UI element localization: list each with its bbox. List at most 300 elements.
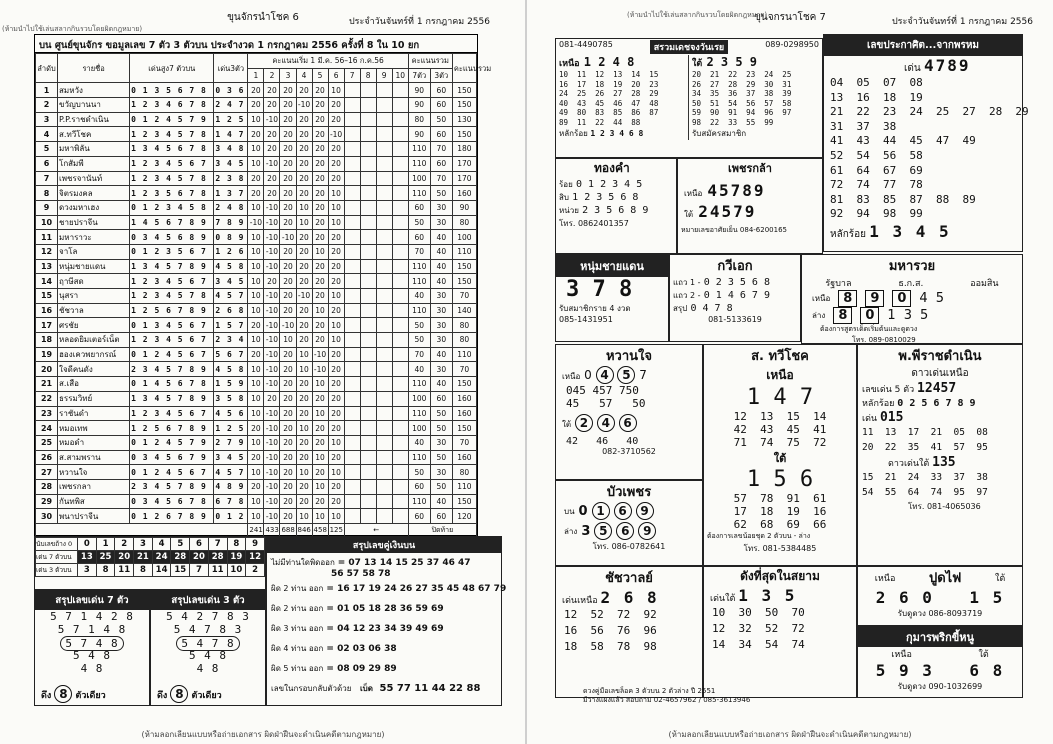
row-d7: 1 2 3 4 5 6 7 [130,333,214,348]
table-row [36,494,477,509]
row-score: 20 [328,391,344,406]
row-score: 20 [248,450,264,465]
thawichok-subtitle: เหนือ [766,368,794,382]
summary-line-label: ผิด 2 ท่าน ออก [271,604,324,613]
row-score [344,274,360,289]
row-name: ธรรมวิทย์ [58,391,130,406]
grid-count7: 28 [208,551,227,564]
table-row [36,215,477,230]
row-r3: 40 [430,494,452,509]
row-r7: 100 [408,421,430,436]
maharuay-up-label: เหนือ [812,294,831,303]
sum7-r3: 5 7 4 8 [60,636,123,651]
kriek-phone: 081-5133619 [708,315,762,324]
row-score: 20 [312,186,328,201]
row-score: 20 [312,215,328,230]
row-total: 100 [452,230,476,245]
table-row [36,377,477,392]
table-row [36,156,477,171]
wanjai-down-label: ใต้ [562,420,572,429]
row-score: 20 [280,465,296,480]
left-page [0,0,526,744]
row-score: -10 [264,112,280,127]
row-name: มหาพิลัน [58,142,130,157]
row-total: 80 [452,318,476,333]
row-no: 5 [36,142,58,157]
sum7-stick-num: 8 [54,685,72,703]
row-score [392,318,408,333]
row-r7: 60 [408,509,430,524]
header-no: ลำดับ [36,54,58,83]
row-score: -10 [264,406,280,421]
row-score: 10 [328,509,344,524]
row-d3: 4 5 8 [214,362,248,377]
row-total: 150 [452,494,476,509]
row-score: -10 [264,200,280,215]
top-lower-label: ใต้ [692,59,703,69]
rajdamnoen-row: 11 13 17 21 05 08 [862,427,988,438]
row-total: 160 [452,406,476,421]
row-score [360,259,376,274]
right-header-title: ขุนจกรนาโชค 7 [754,12,826,23]
row-total: 160 [452,391,476,406]
row-score [360,333,376,348]
row-score: 10 [248,362,264,377]
top-right-row: 26 27 28 29 30 31 [692,79,792,89]
row-name: หมอดำ [58,435,130,450]
row-score: 10 [312,244,328,259]
top-right-rows [692,70,822,127]
dangsud-row: 12 32 52 72 [712,622,805,635]
chatchawal-label: เด่นเหนือ [562,596,598,606]
rajdamnoen-l4: 135 [932,455,956,470]
col-sum: 125 [328,524,344,538]
row-total: 140 [452,303,476,318]
row-name: ชัชวาล [58,303,130,318]
table-row [36,347,477,362]
row-score [376,318,392,333]
row-d7: 0 1 2 4 5 6 7 [130,465,214,480]
row-score [392,259,408,274]
row-score: 20 [280,142,296,157]
sum3-r4: 5 4 8 [188,649,228,662]
maharuay-down-row [802,307,1022,324]
row-score [344,465,360,480]
row-score: -10 [312,362,328,377]
row-score: 20 [280,391,296,406]
row-no: 18 [36,333,58,348]
row-score: 10 [328,200,344,215]
dangsud-main: 1 3 5 [738,586,797,605]
row-d7: 1 2 3 5 6 7 8 [130,186,214,201]
row-score [376,509,392,524]
row-score [376,391,392,406]
row-total: 150 [452,421,476,436]
top-phone-right: 089-0298950 [765,40,819,49]
row-score: 20 [296,171,312,186]
row-name: ส.สามพราน [58,450,130,465]
row-score [360,230,376,245]
row-r7: 60 [408,479,430,494]
row-score [392,171,408,186]
row-score: 20 [280,215,296,230]
row-score [360,127,376,142]
row-score: 20 [296,494,312,509]
row-d3: 0 1 2 [214,509,248,524]
top-phone-left: 081-4490785 [559,40,613,49]
row-score: -10 [264,435,280,450]
row-score [392,98,408,113]
pair-summary [266,536,507,706]
row-score: 10 [248,274,264,289]
row-score: -10 [264,465,280,480]
thawichok-phone: โทร. 081-5384485 [743,544,817,553]
row-score: 20 [280,98,296,113]
row-total: 150 [452,98,476,113]
row-total: 150 [452,83,476,98]
row-score [376,230,392,245]
kuman-title: กุมารพริกขี้หนู [858,627,1022,647]
top-right-row: 34 35 36 37 38 39 [692,89,792,98]
row-score: 10 [296,421,312,436]
kriek-title: กวีเอก [717,259,753,274]
row-score [360,479,376,494]
row-score: 20 [280,347,296,362]
row-score: 10 [248,156,264,171]
grid-digit: 0 [78,538,97,551]
row-d7: 0 1 2 4 5 7 9 [130,435,214,450]
row-score: 20 [296,127,312,142]
row-no: 11 [36,230,58,245]
top-left-row: 16 17 18 19 20 23 [559,79,659,89]
row-r3: 40 [430,377,452,392]
row-r3: 40 [430,230,452,245]
row-score [344,391,360,406]
row-score [376,406,392,421]
top-left-rows [559,70,688,127]
table-row [36,98,477,113]
summary-line-values: = 02 03 06 38 [323,644,397,654]
row-score [392,435,408,450]
col-sum: 241 [248,524,264,538]
kuman-box [857,626,1023,698]
row-score: 20 [280,259,296,274]
row-score [376,186,392,201]
table-row [36,274,477,289]
chaidaen-phone: 085-1431951 [559,315,613,324]
col-sum: 688 [280,524,296,538]
row-name: ใจดีคนดัง [58,362,130,377]
row-score: 10 [248,509,264,524]
row-score: -10 [264,318,280,333]
ekprakat-row: 31 37 38 [830,119,897,133]
top-left-row: 24 25 26 27 28 29 [559,89,659,98]
row-score [344,244,360,259]
row-score: -10 [264,215,280,230]
ekprakat-row: 92 94 98 99 [830,207,923,221]
row-score [376,215,392,230]
grid-row7 [36,551,265,564]
bupphet-down-row [556,522,702,540]
round-number: 8 [360,68,376,83]
summary-lines [267,579,507,679]
row-score: 10 [280,333,296,348]
row-score: -10 [264,450,280,465]
summary-show-values: = 07 13 14 15 25 37 46 47 [337,558,471,568]
row-score [344,318,360,333]
row-score: 20 [264,186,280,201]
top-panel [555,38,823,158]
row-score: 20 [312,391,328,406]
maharuay-title: มหารวย [888,259,936,274]
row-r7: 110 [408,274,430,289]
maharuay-down-digit: 5 [919,308,929,323]
row-r3: 60 [430,127,452,142]
row-score: -10 [264,421,280,436]
maharuay-box [801,254,1023,344]
row-score: -10 [280,318,296,333]
sum7-stick-suffix: ตัวเดียว [75,691,106,701]
row-score [344,200,360,215]
row-score: 20 [280,509,296,524]
row-score [376,289,392,304]
row-score [344,362,360,377]
row-total: 110 [452,244,476,259]
row-no: 29 [36,494,58,509]
sum-arrow: ← [344,524,408,538]
rajdamnoen-l1-label: เลขเด่น 5 ตัว [862,385,915,395]
row-score: 10 [296,509,312,524]
grid-digit: 3 [134,538,153,551]
row-score: 20 [312,259,328,274]
row-score: 20 [296,406,312,421]
row-total: 70 [452,289,476,304]
ekprakat-row: 13 16 18 19 [830,90,923,104]
row-score: 20 [296,142,312,157]
row-total: 150 [452,259,476,274]
rajdamnoen-subtitle: ดาวเด่นเหนือ [911,368,969,379]
table-row [36,391,477,406]
row-no: 16 [36,303,58,318]
row-score: -10 [264,333,280,348]
phetklaa-up-label: เหนือ [684,189,703,198]
row-score: -10 [280,230,296,245]
top-left-row: 49 80 83 85 86 87 [559,108,659,117]
row-r3: 50 [430,406,452,421]
grid-digit: 2 [115,538,134,551]
row-r3: 60 [430,509,452,524]
row-d3: 6 7 8 [214,494,248,509]
row-score: 10 [248,391,264,406]
row-score: 10 [328,83,344,98]
summary-foot [267,679,501,699]
right-header [527,0,1053,30]
row-score: 20 [280,244,296,259]
row-score [344,230,360,245]
row-name: ราชันดำ [58,406,130,421]
table-row [36,318,477,333]
row-score: 20 [296,391,312,406]
row-score: 20 [312,171,328,186]
top-hundreds: 1 2 3 4 6 8 [590,129,644,138]
phetklaa-phone: หมายเลขอาศัยเย็น 084-6200165 [681,226,787,234]
row-score [360,509,376,524]
row-r7: 40 [408,435,430,450]
dangsud-box [703,566,857,698]
row-d3: 1 5 7 [214,318,248,333]
row-score: 20 [264,127,280,142]
row-score [344,333,360,348]
row-name: หลอดยิมเตอร์เน็ต [58,333,130,348]
thawichok-rows2 [704,492,856,531]
row-score: 10 [248,112,264,127]
row-score: 20 [296,244,312,259]
row-name: กันทพิส [58,494,130,509]
row-score: -10 [264,509,280,524]
row-d7: 0 1 2 3 4 5 8 [130,200,214,215]
row-d3: 1 2 5 [214,421,248,436]
thawichok-row2: 17 18 19 16 [733,505,827,518]
row-score: 10 [328,215,344,230]
row-score [344,112,360,127]
row-d7: 1 3 4 5 7 8 9 [130,259,214,274]
col-sum: 458 [312,524,328,538]
row-score: 20 [296,259,312,274]
row-r3: 50 [430,112,452,127]
row-d3: 1 5 9 [214,377,248,392]
row-r7: 90 [408,83,430,98]
row-score: 20 [328,112,344,127]
row-score: 20 [312,83,328,98]
row-score: 20 [312,127,328,142]
summary-line [267,639,501,659]
row-score [392,127,408,142]
row-r3: 40 [430,244,452,259]
row-d3: 1 2 6 [214,244,248,259]
ekprakat-row: 21 22 23 24 25 27 28 29 [830,105,1029,119]
row-score: 20 [264,391,280,406]
kuman-down-label: ใต้ [978,650,989,660]
top-left-row: 40 43 45 46 47 48 [559,98,659,108]
row-d3: 1 2 5 [214,112,248,127]
row-score: 20 [280,186,296,201]
table-row [36,83,477,98]
rajdamnoen-rows [858,425,1022,455]
pudfai-up-label: เหนือ [874,573,896,584]
score-table-caption: บน ศูนย์ขุนจักร ขอมูลเลข 7 ตัว 3 ตัวบน ประจำงวด 1 กรกฎาคม 2556 ครั้งที่ 8 ใน 10 ยก [35,35,477,53]
row-d7: 0 3 4 5 6 7 8 [130,494,214,509]
row-no: 26 [36,450,58,465]
header-r7: 7ตัว [408,68,430,83]
row-d7: 1 2 5 6 7 8 9 [130,303,214,318]
row-no: 10 [36,215,58,230]
row-score [376,435,392,450]
pudfai-down-label: ใต้ [994,573,1006,584]
sum7-stick [41,685,106,703]
row-score [360,200,376,215]
wanjai-box [555,344,703,480]
thawichok-down: 1 5 6 [746,467,814,492]
row-score: 20 [264,274,280,289]
row-score [360,318,376,333]
summary-show-label: ไม่มีท่านใดพิดออก [271,558,335,567]
thawichok-rows [704,410,856,449]
summary-foot-values: 55 77 11 44 22 88 [379,683,481,694]
row-score [360,435,376,450]
sum7-stick-label: ดึง [41,691,52,701]
pudfai-up: 2 6 0 [875,588,934,607]
top-lower: 2 3 5 9 [706,55,758,69]
row-score: -10 [296,289,312,304]
row-total: 160 [452,450,476,465]
row-d7: 1 2 3 4 5 6 7 [130,406,214,421]
chatchawal-row: 16 56 76 96 [564,624,657,637]
row-score: 20 [280,303,296,318]
row-score: -10 [264,347,280,362]
row-score: 10 [312,509,328,524]
row-score: 20 [328,494,344,509]
maharuay-h3: ออมสิน [970,279,999,289]
grid-digit: 7 [208,538,227,551]
round-number: 5 [312,68,328,83]
row-total: 70 [452,362,476,377]
row-score: 20 [296,435,312,450]
row-score: 20 [280,171,296,186]
row-score: 20 [296,274,312,289]
bupphet-down-digit: 5 [594,522,612,540]
row-r7: 50 [408,465,430,480]
table-row [36,127,477,142]
wanjai-down-a: 2 [575,414,593,432]
wanjai-up-a: 0 [584,368,592,382]
header-sum: คะแนนรวม [408,54,452,69]
row-score: 20 [312,142,328,157]
row-score: 20 [296,450,312,465]
row-score [392,333,408,348]
row-no: 3 [36,112,58,127]
row-score [360,142,376,157]
row-score [344,171,360,186]
grid-label-digits: นับเลขถ้าง 0 [36,538,78,551]
header-name: รายชื่อ [58,54,130,83]
row-score [376,421,392,436]
row-r3: 60 [430,83,452,98]
wanjai-up-b: 4 [596,366,614,384]
row-r7: 110 [408,142,430,157]
dangsud-phone: มีวางแผงแล้ว สอบถาม 02-4657962 / 085-3613946 [583,696,751,704]
row-score: 10 [296,465,312,480]
row-no: 12 [36,244,58,259]
row-score [392,274,408,289]
table-row [36,303,477,318]
row-score [360,347,376,362]
sum7-box [34,590,150,706]
dangsud-rows [704,605,856,653]
kriek-r1: 0 2 3 5 6 8 [703,277,770,288]
row-score: 10 [248,200,264,215]
grid-count7: 12 [246,551,265,564]
row-score: 20 [248,127,264,142]
left-footer: (ห้ามลอกเลียนแบบหรือถ่ายเอกสาร ผิดฝ่าฝืนจะดำเนินคดีตามกฎหมาย) [141,730,385,739]
maharuay-up-digit: 4 [919,291,928,306]
row-score: 20 [328,171,344,186]
header-d3: เด่น3ตัว [214,54,248,83]
row-score: 20 [280,494,296,509]
row-d3: 4 8 9 [214,479,248,494]
row-r3: 30 [430,362,452,377]
wanjai-up-c: 5 [617,366,635,384]
row-total: 130 [452,112,476,127]
